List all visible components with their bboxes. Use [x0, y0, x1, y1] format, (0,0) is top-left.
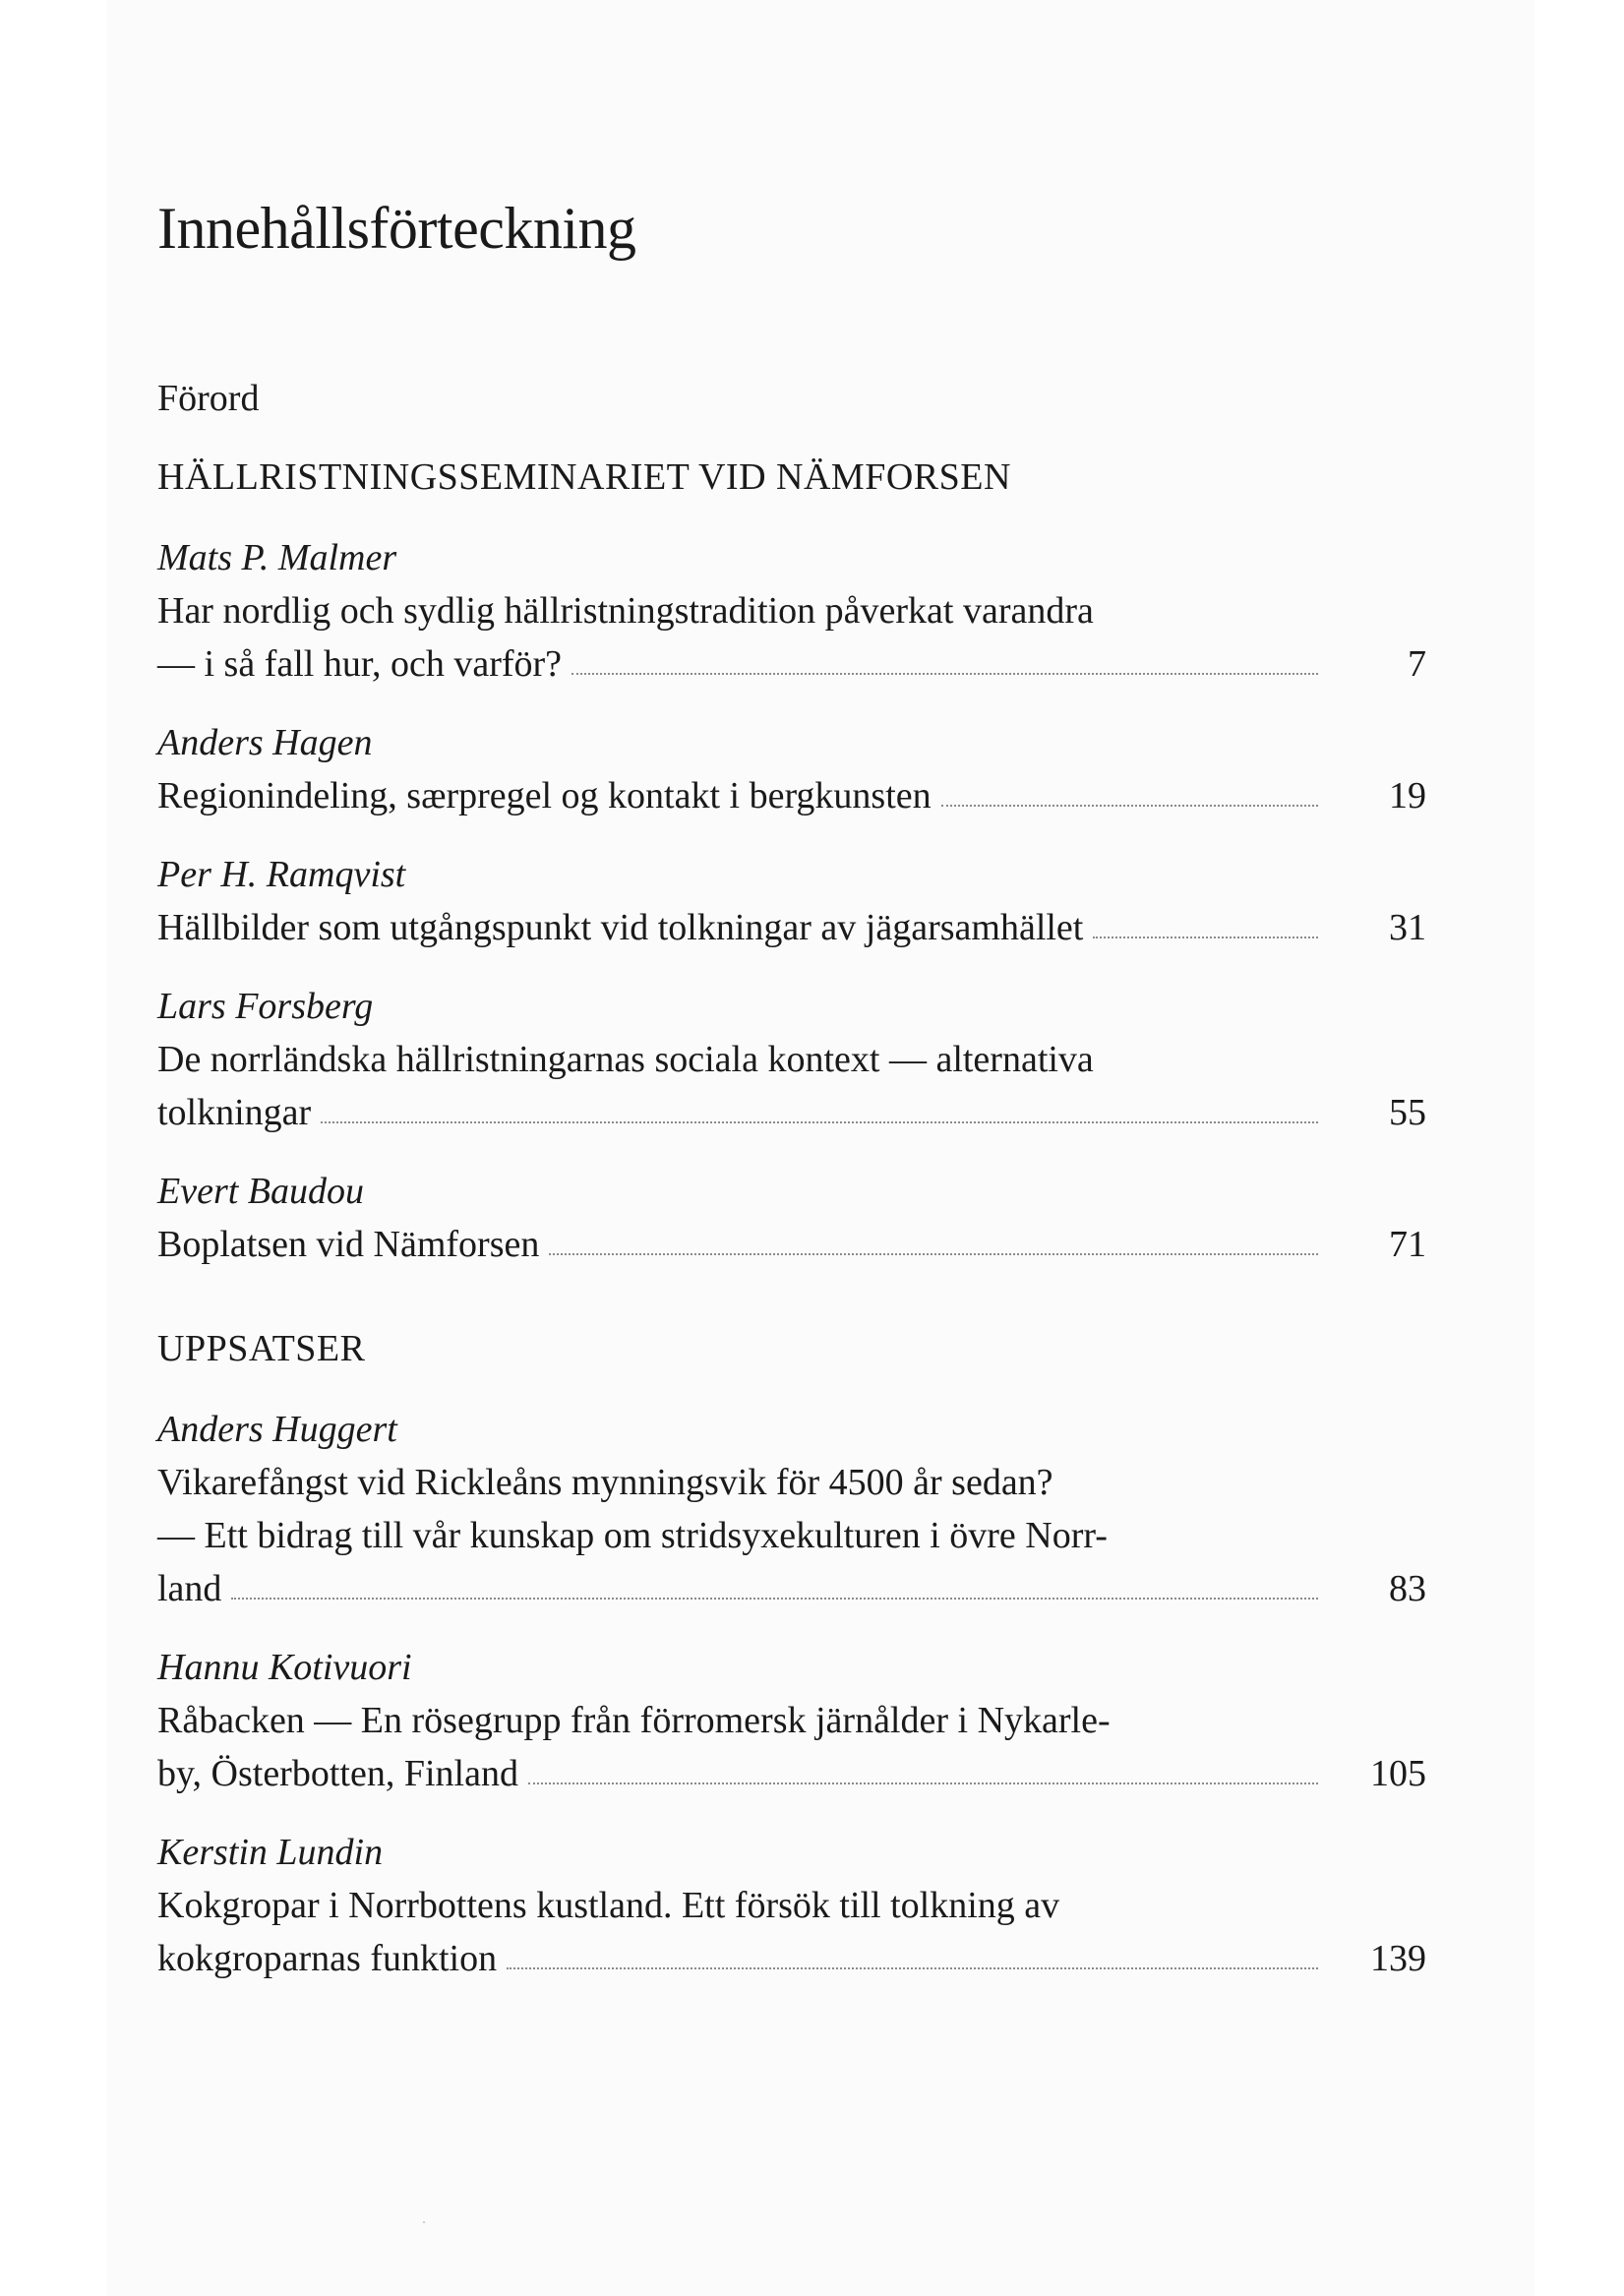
entry-title: kokgroparnas funktion	[157, 1938, 498, 1979]
entry-author: Per H. Ramqvist	[157, 854, 406, 895]
dot-leader	[321, 1121, 1318, 1123]
page-number: 19	[1389, 775, 1426, 816]
entry-title: Råbacken — En rösegrupp från förromersk järnålder i Nykarle-	[157, 1700, 1111, 1741]
entry-title: Boplatsen vid Nämforsen	[157, 1224, 540, 1265]
section-heading-essays: UPPSATSER	[157, 1328, 366, 1369]
page-title: Innehållsförteckning	[157, 196, 636, 261]
entry-title: Vikarefångst vid Rickleåns mynningsvik för 4500 år sedan?	[157, 1462, 1053, 1503]
entry-title: Hällbilder som utgångspunkt vid tolkningar av jägarsamhället	[157, 907, 1084, 948]
entry-title: — Ett bidrag till vår kunskap om stridsyxekulturen i övre Norr-	[157, 1515, 1108, 1556]
entry-author: Hannu Kotivuori	[157, 1647, 412, 1688]
page-number: 139	[1370, 1938, 1426, 1979]
page-number: 83	[1389, 1568, 1426, 1609]
toc-row	[157, 1751, 1426, 1796]
dot-leader	[1093, 937, 1318, 938]
page-number: 55	[1389, 1092, 1426, 1133]
section-heading-seminar: HÄLLRISTNINGSSEMINARIET VID NÄMFORSEN	[157, 456, 1011, 498]
entry-title: tolkningar	[157, 1092, 312, 1133]
entry-title: De norrländska hällristningarnas sociala kontext — alternativa	[157, 1039, 1094, 1080]
entry-author: Lars Forsberg	[157, 986, 374, 1027]
entry-author: Kerstin Lundin	[157, 1832, 384, 1873]
dot-leader	[507, 1967, 1318, 1969]
entry-title: Regionindeling, særpregel og kontakt i bergkunsten	[157, 775, 932, 816]
dot-leader	[941, 805, 1318, 807]
entry-title: by, Österbotten, Finland	[157, 1753, 518, 1794]
entry-author: Anders Hagen	[157, 722, 373, 763]
page-number: 71	[1389, 1224, 1426, 1265]
toc-row	[157, 1090, 1426, 1135]
toc-row	[157, 641, 1426, 687]
foreword-entry: Förord	[157, 378, 260, 419]
entry-title: — i så fall hur, och varför?	[157, 643, 563, 685]
entry-title: land	[157, 1568, 222, 1609]
entry-title: Har nordlig och sydlig hällristningstradition påverkat varandra	[157, 590, 1094, 632]
toc-row	[157, 1566, 1426, 1611]
entry-author: Evert Baudou	[157, 1171, 365, 1212]
entry-title: Kokgropar i Norrbottens kustland. Ett försök till tolkning av	[157, 1885, 1060, 1926]
scan-speck	[423, 2221, 425, 2223]
toc-row	[157, 905, 1426, 950]
entry-author: Mats P. Malmer	[157, 537, 397, 578]
dot-leader	[231, 1598, 1318, 1600]
toc-row	[157, 1222, 1426, 1267]
dot-leader	[528, 1782, 1318, 1784]
toc-row	[157, 773, 1426, 818]
page-number: 31	[1389, 907, 1426, 948]
page-number: 105	[1370, 1753, 1426, 1794]
entry-author: Anders Huggert	[157, 1409, 397, 1450]
toc-row	[157, 1936, 1426, 1981]
dot-leader	[549, 1253, 1318, 1255]
page-number: 7	[1408, 643, 1426, 685]
dot-leader	[571, 673, 1318, 675]
